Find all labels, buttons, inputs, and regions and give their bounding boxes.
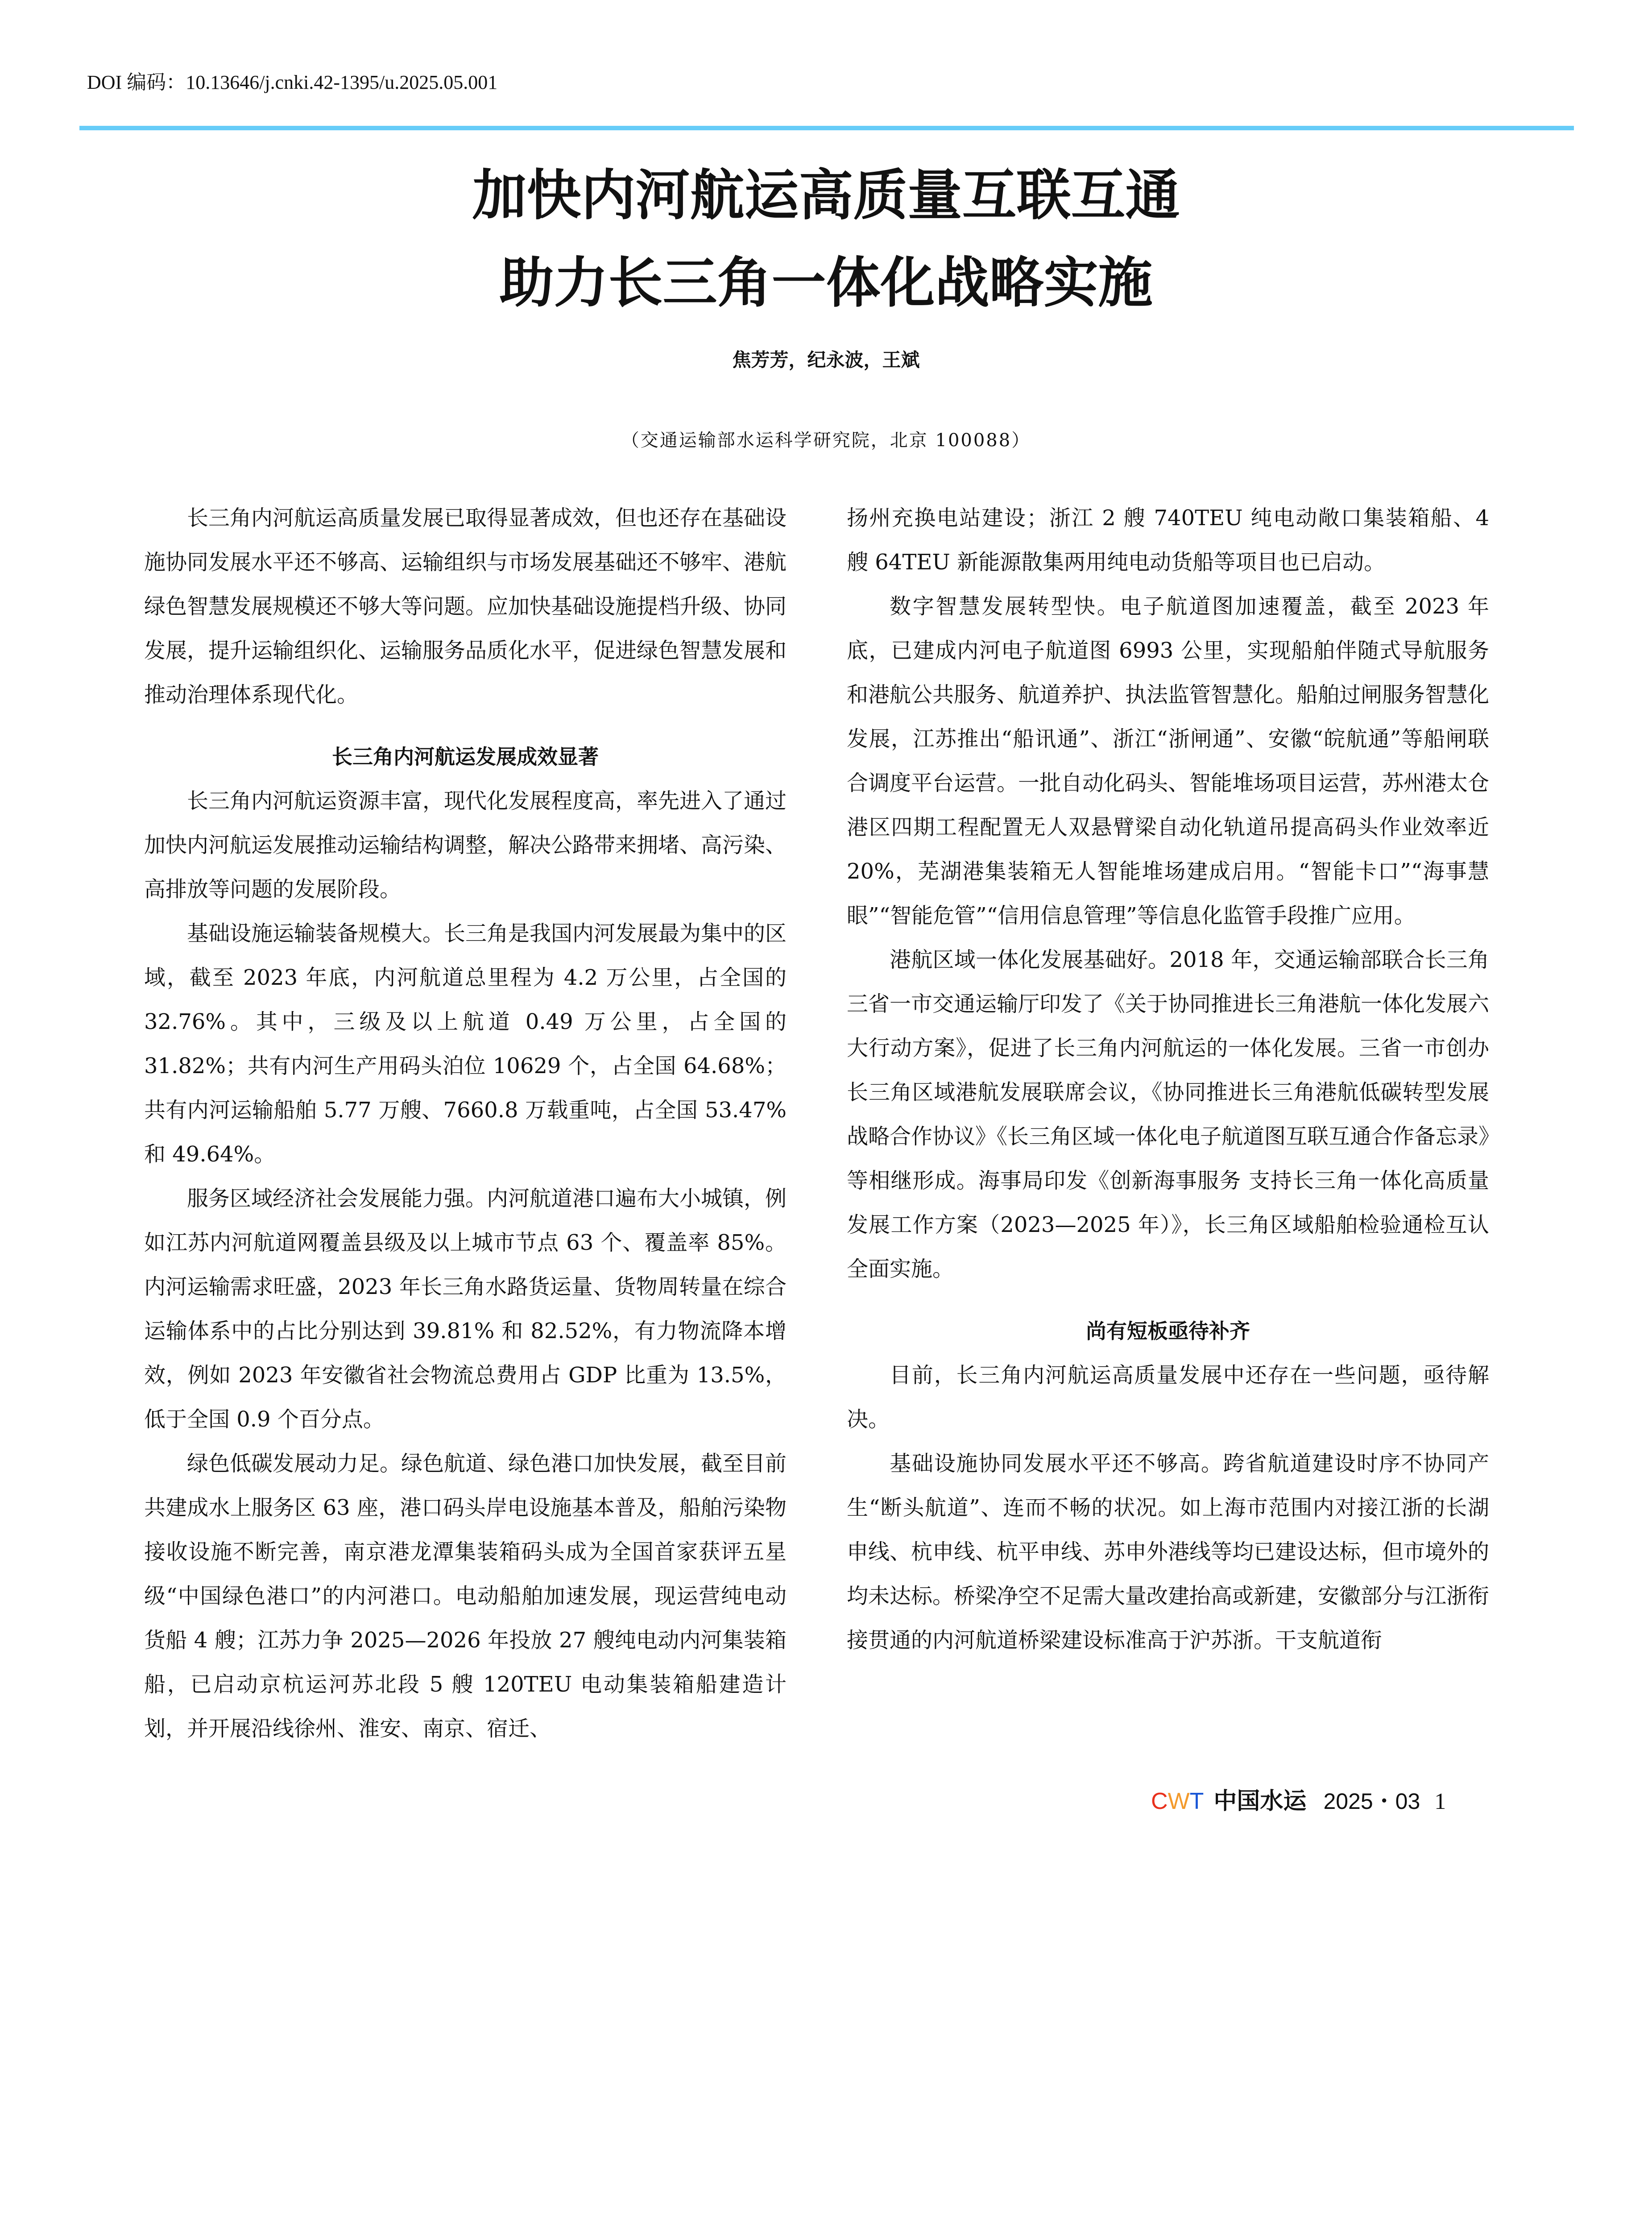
issue-number: 2025・03 xyxy=(1323,1789,1420,1814)
body-columns xyxy=(0,496,1652,1751)
body-paragraph: 服务区域经济社会发展能力强。内河航道港口遍布大小城镇，例如江苏内河航道网覆盖县级及以上城市节点 63 个、覆盖率 85%。内河运输需求旺盛，2023 年长三角水路货运量、货物周转量在综合运输体系中的占比分别达到 39.81% 和 82.52%，有力物流降本增效，例如 2023 年安徽省社会物流总费用占 GDP 比重为 13.5%，低于全国 0.9 个百分点。 xyxy=(144,1186,787,1432)
body-paragraph: 基础设施运输装备规模大。长三角是我国内河发展最为集中的区域，截至 2023 年底，内河航道总里程为 4.2 万公里，占全国的 32.76%。其中，三级及以上航道 0.49 万公里，占全国的 31.82%；共有内河生产用码头泊位 10629 个，占全国 64.68%；共有内河运输船舶 5.77 万艘、7660.8 万载重吨，占全国 53.47% 和 49.64%。 xyxy=(144,921,787,1167)
journal-name: 中国水运 xyxy=(1213,1787,1307,1815)
cwt-logo-icon xyxy=(1151,1788,1204,1815)
title-line-1: 加快内河航运高质量互联互通 xyxy=(472,164,1180,227)
author-list: 焦芳芳，纪永波，王斌 xyxy=(732,349,920,371)
title-line-2: 助力长三角一体化战略实施 xyxy=(499,251,1153,315)
logo-letter-c: C xyxy=(1151,1788,1168,1814)
body-paragraph: 基础设施协同发展水平还不够高。跨省航道建设时序不协同产生“断头航道”、连而不畅的状况。如上海市范围内对接江浙的长湖申线、杭申线、杭平申线、苏申外港线等均已建设达标，但市境外的均未达标。桥梁净空不足需大量改建抬高或新建，安徽部分与江浙衔接贯通的内河航道桥梁建设标准高于沪苏浙。干支航道衔 xyxy=(847,1451,1490,1653)
body-paragraph: 数字智慧发展转型快。电子航道图加速覆盖，截至 2023 年底，已建成内河电子航道图 6993 公里，实现船舶伴随式导航服务和港航公共服务、航道养护、执法监管智慧化。船舶过闸服务智慧化发展，江苏推出“船讯通”、浙江“浙闸通”、安徽“皖航通”等船闸联合调度平台运营。一批自动化码头、智能堆场项目运营，苏州港太仓港区四期工程配置无人双悬臂梁自动化轨道吊提高码头作业效率近 20%，芜湖港集装箱无人智能堆场建成启用。“智能卡口”“海事慧眼”“智能危管”“信用信息管理”等信息化监管手段推广应用。 xyxy=(847,594,1490,928)
body-paragraph-continued: 扬州充换电站建设；浙江 2 艘 740TEU 纯电动敞口集装箱船、4 艘 64TEU 新能源散集两用纯电动货船等项目也已启动。 xyxy=(847,506,1489,575)
body-paragraph: 长三角内河航运资源丰富，现代化发展程度高，率先进入了通过加快内河航运发展推动运输结构调整，解决公路带来拥堵、高污染、高排放等问题的发展阶段。 xyxy=(144,788,787,902)
article-title xyxy=(0,152,1652,327)
section-heading-shortcomings: 尚有短板亟待补齐 xyxy=(1086,1319,1250,1343)
section-heading-achievements: 长三角内河航运发展成效显著 xyxy=(332,745,599,769)
affiliation: （交通运输部水运科学研究院，北京 100088） xyxy=(621,430,1031,451)
page-number: 1 xyxy=(1434,1789,1446,1814)
header-divider xyxy=(79,126,1574,130)
abstract-paragraph: 长三角内河航运高质量发展已取得显著成效，但也还存在基础设施协同发展水平还不够高、运输组织与市场发展基础还不够牢、港航绿色智慧发展规模还不够大等问题。应加快基础设施提档升级、协同发展，提升运输组织化、运输服务品质化水平，促进绿色智慧发展和推动治理体系现代化。 xyxy=(144,506,787,707)
logo-letter-t: T xyxy=(1189,1788,1204,1814)
body-paragraph: 目前，长三角内河航运高质量发展中还存在一些问题，亟待解决。 xyxy=(847,1363,1489,1432)
left-column xyxy=(144,496,787,1751)
page-footer xyxy=(1151,1782,1652,1833)
logo-letter-w: W xyxy=(1168,1788,1190,1814)
doi-line: DOI 编码：10.13646/j.cnki.42-1395/u.2025.05.001 xyxy=(87,71,498,93)
body-paragraph: 港航区域一体化发展基础好。2018 年，交通运输部联合长三角三省一市交通运输厅印发了《关于协同推进长三角港航一体化发展六大行动方案》，促进了长三角内河航运的一体化发展。三省一市创办长三角区域港航发展联席会议，《协同推进长三角港航低碳转型发展战略合作协议》《长三角区域一体化电子航道图互联互通合作备忘录》等相继形成。海事局印发《创新海事服务 支持长三角一体化高质量发展工作方案（2023—2025 年）》，长三角区域船舶检验通检互认全面实施。 xyxy=(847,947,1490,1281)
body-paragraph: 绿色低碳发展动力足。绿色航道、绿色港口加快发展，截至目前共建成水上服务区 63 座，港口码头岸电设施基本普及，船舶污染物接收设施不断完善，南京港龙潭集装箱码头成为全国首家获评五星级“中国绿色港口”的内河港口。电动船舶加速发展，现运营纯电动货船 4 艘；江苏力争 2025—2026 年投放 27 艘纯电动内河集装箱船，已启动京杭运河苏北段 5 艘 120TEU 电动集装箱船建造计划，并开展沿线徐州、淮安、南京、宿迁、 xyxy=(144,1451,787,1741)
right-column xyxy=(847,496,1489,1751)
